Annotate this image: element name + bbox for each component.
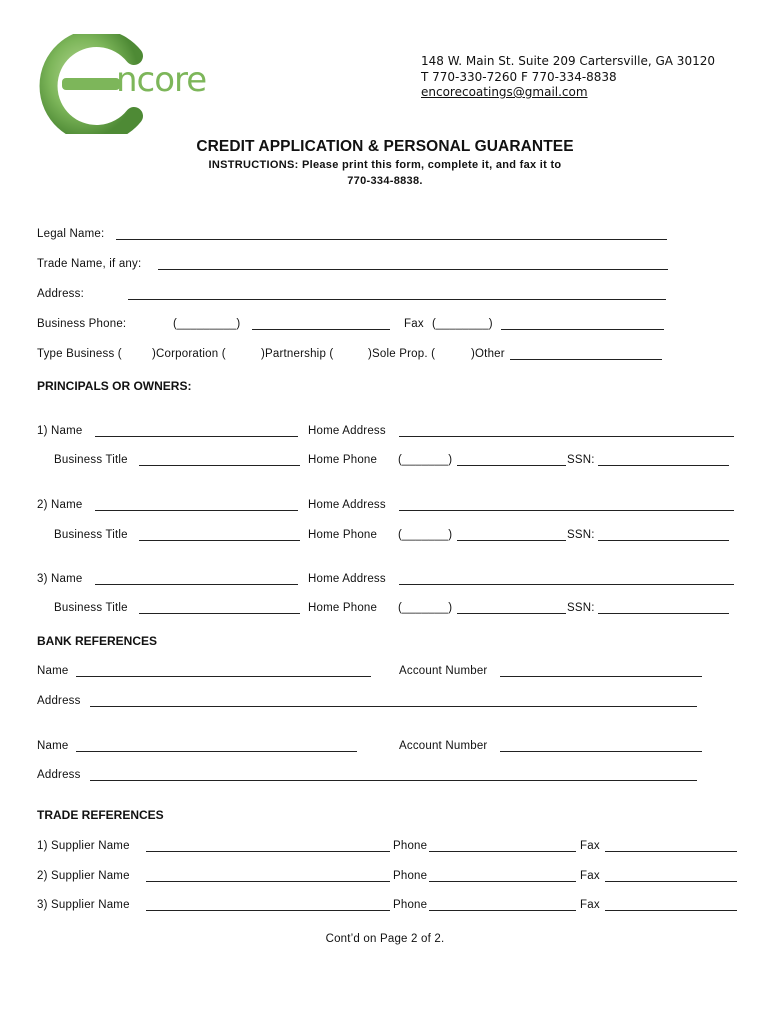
fax-area: (________) (432, 318, 493, 330)
bank-account-field[interactable] (500, 751, 702, 752)
continued-note: Cont’d on Page 2 of 2. (325, 933, 445, 945)
bank-name-label: Name (37, 740, 69, 752)
supplier-fax-field[interactable] (605, 851, 737, 852)
other-option[interactable]: )Other (471, 348, 505, 360)
trade-name-label: Trade Name, if any: (37, 258, 142, 270)
supplier-name-field[interactable] (146, 881, 390, 882)
supplier-fax-label: Fax (580, 899, 600, 911)
owner-home-phone-field[interactable] (457, 465, 566, 466)
bank-name-field[interactable] (76, 676, 371, 677)
supplier-name-field[interactable] (146, 851, 390, 852)
owner-business-title-field[interactable] (139, 465, 300, 466)
address-field[interactable] (128, 299, 666, 300)
address-label: Address: (37, 288, 84, 300)
owner-ssn-label: SSN: (567, 602, 595, 614)
owner-ssn-field[interactable] (598, 613, 729, 614)
owner-phone-area: (_______) (398, 529, 453, 541)
owner-ssn-field[interactable] (598, 540, 729, 541)
owner-home-phone-field[interactable] (457, 540, 566, 541)
trade-references-heading: TRADE REFERENCES (37, 808, 164, 822)
owner-business-title-label: Business Title (54, 602, 128, 614)
instructions-line1: INSTRUCTIONS: Please print this form, complete it, and fax it to (208, 159, 562, 171)
business-phone-area: (_________) (173, 318, 241, 330)
bank-address-field[interactable] (90, 780, 697, 781)
corporation-option[interactable]: )Corporation ( (152, 348, 226, 360)
owner-name-label: 3) Name (37, 573, 83, 585)
owner-ssn-label: SSN: (567, 454, 595, 466)
instructions-line2: 770-334-8838. (347, 175, 423, 187)
owner-home-address-label: Home Address (308, 573, 386, 585)
bank-address-label: Address (37, 769, 81, 781)
owner-phone-area: (_______) (398, 602, 453, 614)
bank-account-label: Account Number (399, 665, 488, 677)
supplier-fax-label: Fax (580, 870, 600, 882)
trade-name-field[interactable] (158, 269, 668, 270)
owner-home-phone-label: Home Phone (308, 529, 378, 541)
supplier-name-label: 3) Supplier Name (37, 899, 130, 911)
company-phone: T 770-330-7260 F 770-334-8838 (421, 70, 617, 84)
logo-wordmark: ncore (116, 60, 207, 100)
owner-name-field[interactable] (95, 510, 298, 511)
bank-address-label: Address (37, 695, 81, 707)
supplier-name-label: 1) Supplier Name (37, 840, 130, 852)
owner-name-field[interactable] (95, 436, 298, 437)
other-field[interactable] (510, 359, 662, 360)
owner-home-phone-label: Home Phone (308, 454, 378, 466)
owner-name-field[interactable] (95, 584, 298, 585)
company-address: 148 W. Main St. Suite 209 Cartersville, GA 30120 (421, 54, 715, 68)
owner-name-label: 1) Name (37, 425, 83, 437)
owner-home-address-label: Home Address (308, 425, 386, 437)
supplier-phone-field[interactable] (429, 910, 576, 911)
legal-name-field[interactable] (116, 239, 667, 240)
owner-ssn-field[interactable] (598, 465, 729, 466)
fax-label: Fax (404, 318, 424, 330)
supplier-phone-label: Phone (393, 899, 428, 911)
owner-business-title-label: Business Title (54, 529, 128, 541)
supplier-name-label: 2) Supplier Name (37, 870, 130, 882)
type-business-label: Type Business ( (37, 348, 122, 360)
owner-home-address-field[interactable] (399, 584, 734, 585)
owner-business-title-field[interactable] (139, 613, 300, 614)
supplier-fax-field[interactable] (605, 881, 737, 882)
supplier-fax-label: Fax (580, 840, 600, 852)
bank-references-heading: BANK REFERENCES (37, 634, 158, 648)
supplier-name-field[interactable] (146, 910, 390, 911)
bank-address-field[interactable] (90, 706, 697, 707)
owner-home-address-field[interactable] (399, 436, 734, 437)
business-phone-label: Business Phone: (37, 318, 127, 330)
owner-home-address-label: Home Address (308, 499, 386, 511)
supplier-phone-field[interactable] (429, 881, 576, 882)
supplier-fax-field[interactable] (605, 910, 737, 911)
partnership-option[interactable]: )Partnership ( (261, 348, 334, 360)
owner-home-address-field[interactable] (399, 510, 734, 511)
sole-prop-option[interactable]: )Sole Prop. ( (368, 348, 436, 360)
bank-name-label: Name (37, 665, 69, 677)
bank-account-field[interactable] (500, 676, 702, 677)
bank-name-field[interactable] (76, 751, 357, 752)
principals-heading: PRINCIPALS OR OWNERS: (37, 379, 192, 393)
owner-business-title-field[interactable] (139, 540, 300, 541)
bank-account-label: Account Number (399, 740, 488, 752)
page-title: CREDIT APPLICATION & PERSONAL GUARANTEE (196, 138, 574, 155)
owner-name-label: 2) Name (37, 499, 83, 511)
fax-field[interactable] (501, 329, 664, 330)
business-phone-field[interactable] (252, 329, 390, 330)
company-email-link[interactable]: encorecoatings@gmail.com (421, 85, 588, 99)
owner-home-phone-field[interactable] (457, 613, 566, 614)
owner-phone-area: (_______) (398, 454, 453, 466)
owner-home-phone-label: Home Phone (308, 602, 378, 614)
supplier-phone-field[interactable] (429, 851, 576, 852)
owner-business-title-label: Business Title (54, 454, 128, 466)
owner-ssn-label: SSN: (567, 529, 595, 541)
supplier-phone-label: Phone (393, 870, 428, 882)
legal-name-label: Legal Name: (37, 228, 105, 240)
supplier-phone-label: Phone (393, 840, 428, 852)
encore-logo (36, 34, 207, 134)
